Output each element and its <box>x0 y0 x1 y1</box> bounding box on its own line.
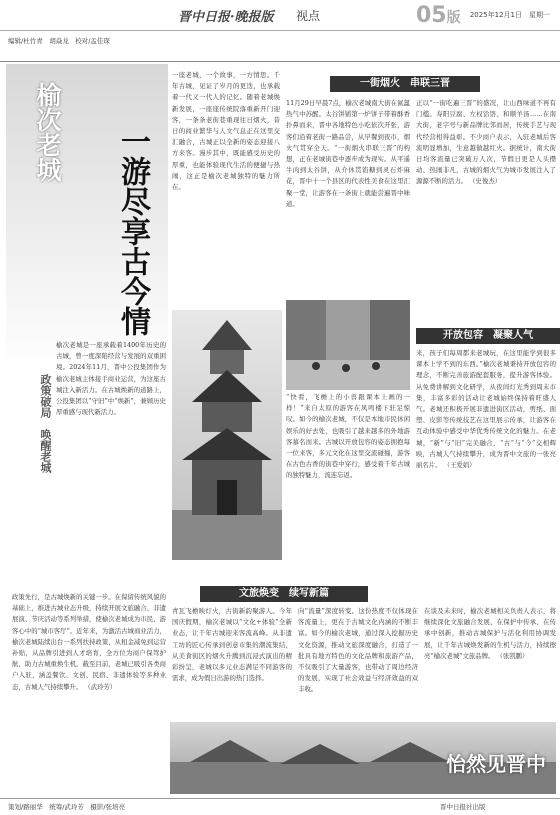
left-column <box>6 64 168 792</box>
article-4-sign: （王爱娟） <box>443 461 476 470</box>
article-2-body <box>416 98 556 188</box>
left-article-author: （武玲芳） <box>84 682 117 691</box>
section-name: 视点 <box>296 9 321 23</box>
article-4-body <box>416 348 556 471</box>
section-header-2: 开放包容 凝聚人气 <box>416 328 560 344</box>
page-number: 05版 <box>416 3 461 28</box>
left-article-body-1: 榆次老城是一座承载着1400年历史的古城，曾一度深陷经营与发展的双重困境。2024年11月，晋中公投集团作为榆次老城主体接手商业运营，为这座古城注入新活力。在古城焕新的道路上，公投集团以“守旧”中“焕新”，兼顾历史厚重感与现代新活力。 <box>56 341 166 417</box>
article-7-sign: （张凯鹏） <box>496 651 529 660</box>
editor-credits: 编辑/杜竹青 胡焱龙 校对/孟佳琛 <box>8 37 110 45</box>
masthead: 晋中日报·晚报版 <box>178 10 274 25</box>
feature-title-black: 一游尽享古今情 <box>115 126 150 336</box>
left-article-body-2 <box>12 592 166 693</box>
feature-title-white: 榆次老城 <box>33 82 62 182</box>
issue-date: 2025年12月1日 星期一 <box>469 11 550 19</box>
section-header-1: 一街烟火 串联三晋 <box>330 76 480 92</box>
article-3-body: “快看，飞檐上的小兽跟课本上画的一样！”来自太原的游客在凤鸣楼下驻足惊叹。如今的榆次老城，不仅是本地市民休闲娱乐的好去处，也吸引了越来越多的外地游客慕名而来。古城以开放包容的姿态拥抱每一位来客，多元文化在这里交流碰撞，游客在古色古香的街巷中穿行，感受着千年古城的独特魅力，流连忘返。 <box>286 393 410 480</box>
ancient-tower-photo <box>172 310 282 560</box>
footer-publisher: 晋中日报社出版 <box>440 803 486 811</box>
header-divider <box>0 30 560 31</box>
header-top-row <box>6 3 554 28</box>
street-crowd-photo <box>286 300 410 390</box>
page-footer <box>0 798 560 815</box>
middle-article-body: 一座老城，一个故事，一方情思。千年古城，见证了岁月的更迭，也承载着一代又一代人的记忆。随着老城焕新发展，一座座传统院落重新开门迎客，一条条老街巷重现往日烟火，昔日的商业繁华与人文气息正在这里交汇融合，古城正以全新的姿态迎接八方来客。漫步其中，既能感受历史的厚重，也能体验现代生活的便捷与热闹，这正是榆次老城独特的魅力所在。 <box>172 71 280 192</box>
left-article-text: 政策先行，是古城焕新的关键一步。在保留传统风貌的基础上，推进古城业态升级，持续开展文旅融合、非遗展演、节庆活动等系列举措，使榆次老城成为市民、游客心中的“城市客厅”。近年来，为激活古城商业活力，榆次老城陆续出台一系列扶持政策，从租金减免到运营补贴，从品牌引进到人才培育，全方位为商户保驾护航，助力古城重焕生机。截至目前，老城已吸引各类商户入驻，涵盖餐饮、文创、民宿、非遗体验等多种业态，古城人气持续攀升。 <box>12 593 166 691</box>
article-7-text: 在谈及未来时，榆次老城相关负责人表示，将继续深化文旅融合发展，在保护中传承、在传承中创新，推动古城保护与活化利用协调发展，让千年古城焕发新的生机与活力，持续擦亮“榆次老城”文旅品牌。 <box>424 607 556 660</box>
section-header-3: 文旅焕变 续写新篇 <box>200 586 368 602</box>
footer-credits: 策划/路丽华 统筹/武玲芳 摄影/张培亮 <box>8 803 126 811</box>
article-2-text: 正以“一街吃遍三晋”的盛况，让山西味道不再有门槛。寿阳豆腐、左权饸饹、和顺羊汤……在南大街，老字号与新品牌比邻而居，传统手艺与现代经营相得益彰。不少商户表示，入驻老城后客流明显增加，生意越做越红火。据统计，南大街日均客流量已突破万人次，节假日更是人头攒动、热闹非凡，古城的烟火气为城市发展注入了源源不断的活力。 <box>416 99 556 186</box>
article-4-text: 来，孩子们每周都来老城玩，在这里能学到很多课本上学不到的东西。”榆次老城秉持开放包容的理念，不断完善旅游配套服务，提升游客体验。从免费讲解到文化研学，从夜间灯光秀到周末市集，丰富多彩的活动让老城始终保持着旺盛人气。老城还积极开展非遗进街区活动，剪纸、面塑、皮影等传统技艺在这里展示传承，让游客在互动体验中感受中华优秀传统文化的魅力。在老城，“新”与“旧”完美融合，“古”与“今”交相辉映，古城人气持续攀升，成为晋中文旅的一张亮丽名片。 <box>416 349 556 470</box>
article-2-sign: （史俊杰） <box>469 177 502 186</box>
photo-caption: 怡然见晋中 <box>446 752 546 776</box>
article-5-body: 青瓦飞檐映灯火，古街新韵聚游人。今年国庆假期，榆次老城以“文化+体验”全新业态，让千年古城迎来客流高峰。从非遗工坊的匠心传承到创意市集的潮流集结，从美食街区的烟火升腾到沉浸式演出的精彩纷呈，老城以多元业态满足不同游客的需求，成为假日出游的热门选择。 <box>172 607 292 683</box>
bottom-panorama-photo <box>170 722 556 794</box>
article-1-body: 11月29日早晨7点，榆次老城南大街在氤氲热气中苏醒。太谷饼铺第一炉饼子带着酥香扑鼻而来，晋中各地特色小吃依次开张，游客们沿着老街一路品尝，从早餐到夜市，烟火气贯穿全天。“一街烟火串联三晋”的构想，正在老城街巷中逐步成为现实。从平遥牛肉到太谷饼，从介休贯馅糖到灵石炸麻花，晋中十一个县区的代表性美食在这里汇聚一堂，让游客在一条街上就能尝遍晋中味道。 <box>286 99 410 208</box>
page-header <box>0 0 560 62</box>
article-6-body: 向“流量”深度转变。这份热度不仅体现在客流量上，更在于古城文化内涵的不断丰富。如今的榆次老城，通过深入挖掘历史文化资源，推动文旅深度融合，打造了一批具有地方特色的文化品牌和旅游产品，不仅吸引了大量游客，也带动了周边经济的发展，实现了社会效益与经济效益的双丰收。 <box>298 607 418 694</box>
article-7-body <box>424 606 556 662</box>
subsection-title: 政策破局 唤醒老城 <box>39 374 52 473</box>
